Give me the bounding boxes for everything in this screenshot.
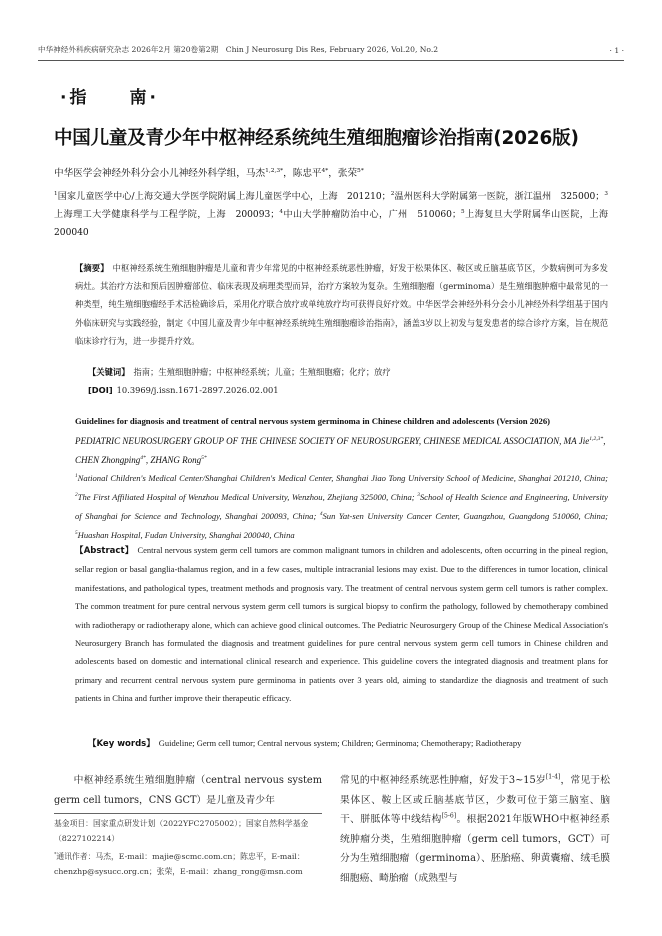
authors-zh	[54, 165, 364, 179]
author-en-2-sup: 4*	[140, 455, 146, 461]
affiliation-en: School of Health Science and Engineering, University of Shanghai for Science and Technology, Shanghai 200093, China;	[75, 492, 608, 521]
abstract-zh-label: 【摘要】	[75, 263, 109, 273]
footnotes	[54, 817, 322, 883]
corresponding-text: 通讯作者：马杰，E-mail：majie@scmc.com.cn；陈忠平，E-mail：chenzhp@sysucc.org.cn；张荣，E-mail：zhang_rong@msn.com	[54, 852, 305, 876]
affiliations-zh	[54, 188, 618, 243]
body-right-text: ，常见于松果体区、鞍上区或丘脑基底节区，少数可位于第三脑室、脑干、胼胝体等中线结构	[340, 775, 610, 825]
affiliation-en: The First Affiliated Hospital of Wenzhou Medical University, Wenzhou, Zhejiang 325000, China;	[77, 492, 418, 502]
author-zh-3-sup: 5*	[357, 166, 364, 174]
affiliation-zh-sup: 3	[604, 190, 608, 197]
author-en-1-sup: 1,2,3*	[589, 436, 604, 442]
citation-ref[interactable]: [1-4]	[545, 773, 561, 781]
corresponding-mark: *	[54, 852, 57, 858]
abstract-zh	[75, 259, 608, 350]
doi-line	[88, 385, 279, 395]
affiliation-zh-sup: 1	[54, 190, 58, 197]
author-group-zh: 中华医学会神经外科分会小儿神经外科学组，	[54, 168, 246, 179]
affiliation-en-sup: 3	[417, 492, 420, 499]
keywords-zh	[88, 366, 391, 378]
body-right-text: 常见的中枢神经系统恶性肿瘤，好发于3~15岁	[340, 775, 546, 786]
affiliation-zh: 国家儿童医学中心/上海交通大学医学院附属上海儿童医学中心，上海 201210；	[57, 192, 391, 202]
footnote-rule	[54, 813, 322, 814]
affiliation-zh: 中山大学肿瘤防治中心，广州 510060；	[282, 210, 462, 221]
header-rule	[38, 60, 624, 61]
article-title-zh: 中国儿童及青少年中枢神经系统纯生殖细胞瘤诊治指南(2026版)	[54, 128, 579, 149]
author-zh-1-sup: 1,2,3*	[265, 166, 284, 174]
corresponding-note	[54, 850, 322, 879]
author-zh-1: 马杰	[245, 168, 266, 179]
author-zh-3: 张荣	[337, 168, 358, 179]
author-en-3: ZHANG Rong	[150, 455, 202, 465]
doi-link[interactable]: 10.3969/j.issn.1671-2897.2026.02.001	[116, 385, 279, 395]
affiliation-zh: 上海复旦大学附属华山医院，上海 200040	[54, 210, 618, 239]
article-title-en: Guidelines for diagnosis and treatment of central nervous system germinoma in Chinese children and adolescents (Version 2026)	[75, 416, 551, 426]
authors-en	[75, 432, 608, 470]
keywords-zh-label: 【关键词】	[88, 367, 130, 377]
affiliation-zh-sup: 2	[390, 190, 395, 197]
keywords-en-label: 【Key words】	[88, 739, 155, 749]
author-en-1: MA Jie	[563, 436, 590, 446]
running-head	[38, 44, 624, 55]
affiliation-en-sup: 2	[75, 492, 78, 499]
keywords-en	[88, 737, 521, 749]
keywords-en-text: Guideline; Germ cell tumor; Central nervous system; Children; Germinoma; Chemotherapy; Radiotherapy	[158, 738, 522, 748]
author-en-2: CHEN Zhongping	[75, 455, 141, 465]
journal-citation: 中华神经外科疾病研究杂志 2026年2月 第20卷第2期 Chin J Neurosurg Dis Res, February 2026, Vol.20, No.2	[38, 45, 439, 54]
affiliation-en: Sun Yat-sen University Cancer Center, Guangzhou, Guangdong 510060, China;	[322, 511, 608, 521]
author-separator: ，	[328, 168, 338, 179]
funding-note: 基金项目：国家重点研发计划（2022YFC2705002）；国家自然科学基金（8227102214）	[54, 819, 309, 843]
abstract-en-label: 【Abstract】	[75, 546, 134, 556]
author-separator: ,	[145, 455, 151, 465]
author-separator: ，	[283, 168, 293, 179]
doi-label: [DOI]	[88, 385, 113, 395]
affiliation-en-sup: 4	[319, 511, 323, 518]
author-zh-2: 陈忠平	[292, 168, 322, 179]
affiliation-en-sup: 5	[75, 530, 78, 537]
keywords-zh-text: 指南；生殖细胞肿瘤；中枢神经系统；儿童；生殖细胞瘤；化疗；放疗	[133, 367, 391, 377]
affiliation-zh-sup: 4	[279, 209, 283, 216]
author-separator: ,	[603, 436, 606, 446]
author-group-en: PEDIATRIC NEUROSURGERY GROUP OF THE CHINESE SOCIETY OF NEUROSURGERY, CHINESE MEDICAL ASSOCIATION,	[75, 436, 562, 446]
affiliations-en	[75, 469, 608, 545]
abstract-en-text: Central nervous system germ cell tumors are common malignant tumors in children and adolescents, often occurring in the pineal region, sellar region or basal ganglia-thalamus region, and in a few cases, multiple intracranial lesions may exist. Due to the differences in tumor location, clinical manifestations, and pathological types, treatment methods and prognosis vary. The treatment of central nervous system germ cell tumors is rather complex. The common treatment for pure central nervous system germ cell tumors is surgical biopsy to confirm the pathology, followed by chemotherapy combined with radiotherapy or radiotherapy alone, which can achieve good clinical outcomes. The Pediatric Neurosurgery Group of the Chinese Medical Association's Neurosurgery Branch has formulated the diagnosis and treatment guidelines for pure central nervous system germ cell tumors in Chinese children and adolescents based on domestic and international clinical research and experience. This guideline covers the integrated diagnosis and treatment plans for primary and recurrent central nervous system pure germinoma in patients over 3 years old, aiming to standardize the diagnosis and treatment of such patients in China and further improve their therapeutic efficacy.	[75, 545, 609, 704]
affiliation-en: Huashan Hospital, Fudan University, Shanghai 200040, China	[77, 530, 295, 540]
abstract-zh-text: 中枢神经系统生殖细胞肿瘤是儿童和青少年常见的中枢神经系统恶性肿瘤，好发于松果体区、鞍区或丘脑基底节区，少数病例可为多发病灶。其治疗方法和预后因肿瘤部位、临床表现及病理类型而异，治疗方案较为复杂。生殖细胞瘤（germinoma）是生殖细胞肿瘤中最常见的一种类型，纯生殖细胞瘤经手术活检确诊后，采用化疗联合放疗或单纯放疗均可获得良好疗效。中华医学会神经外科分会小儿神经外科学组基于国内外临床研究与实践经验，制定《中国儿童及青少年中枢神经系统纯生殖细胞瘤诊治指南》，涵盖3岁以上初发与复发患者的综合诊疗方案，旨在规范临床诊疗行为，进一步提升疗效。	[75, 263, 608, 346]
affiliation-en-sup: 1	[75, 473, 78, 480]
affiliation-en: National Children's Medical Center/Shanghai Children's Medical Center, Shanghai Jiao Tong University School of Medicine, Shanghai 201210, China;	[77, 473, 608, 483]
section-label: ·指 南·	[60, 88, 159, 108]
affiliation-zh: 温州医科大学附属第一医院，浙江温州 325000；	[394, 192, 605, 202]
citation-ref[interactable]: [5-6]	[441, 812, 457, 820]
affiliation-zh: 上海理工大学健康科学与工程学院，上海 200093；	[54, 210, 280, 221]
author-en-3-sup: 5*	[201, 455, 207, 461]
body-right-text: 。根据2021年版WHO中枢神经系统肿瘤分类，生殖细胞肿瘤（germ cell tumors，GCT）可分为生殖细胞瘤（germinoma）、胚胎癌、卵黄囊瘤、绒毛膜细胞癌、畸胎瘤（成熟型与	[340, 814, 611, 884]
abstract-en	[75, 541, 608, 708]
author-zh-2-sup: 4*	[321, 166, 329, 174]
body-text-left: 中枢神经系统生殖细胞肿瘤（central nervous system germ cell tumors，CNS GCT）是儿童及青少年	[54, 775, 322, 806]
body-text-right	[340, 771, 610, 888]
page-number: · 1 ·	[609, 46, 624, 55]
affiliation-zh-sup: 5	[461, 209, 465, 216]
